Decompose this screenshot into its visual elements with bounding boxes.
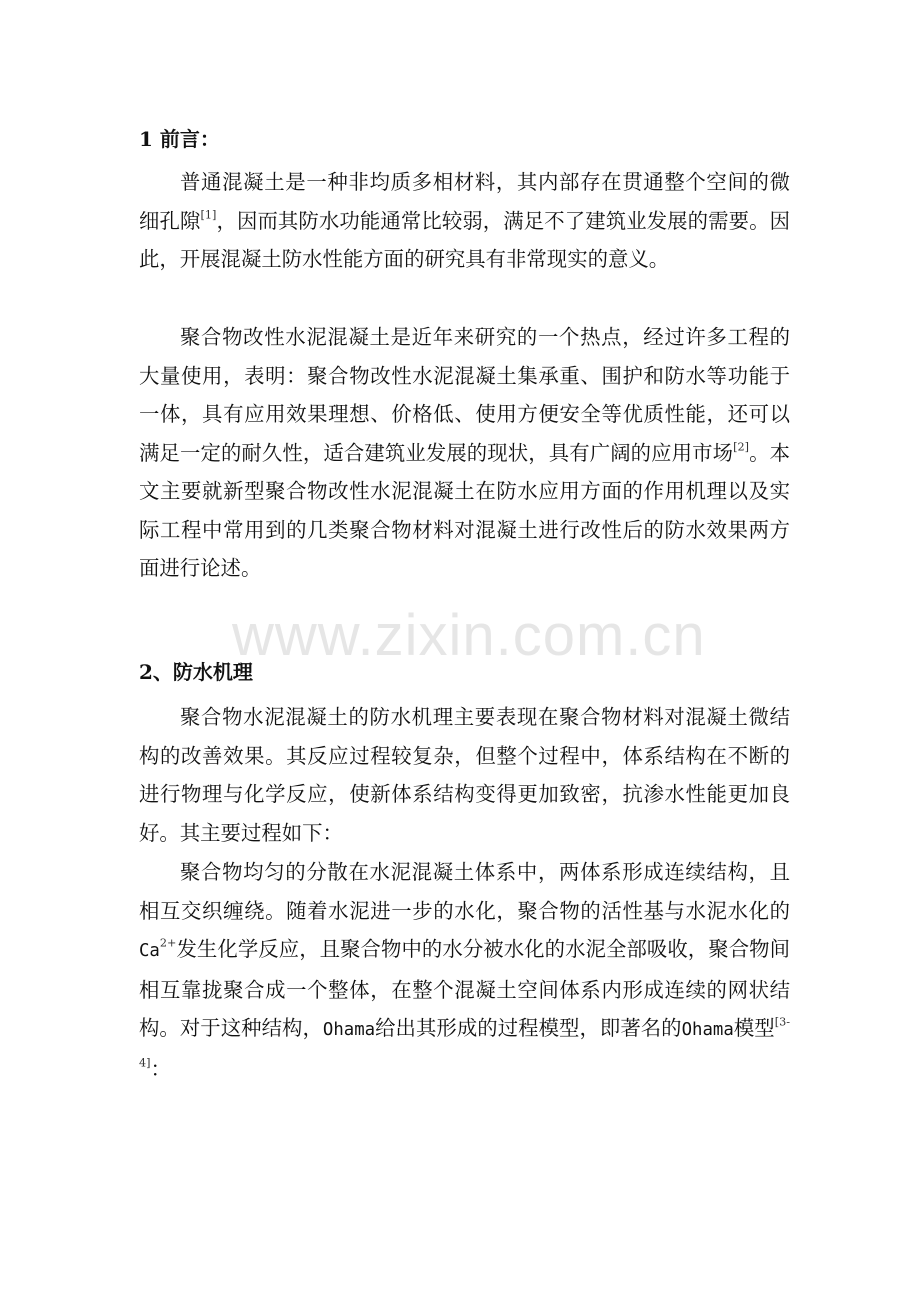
preface-paragraph-1: [139, 163, 790, 279]
mechanism-paragraph-2: [139, 853, 790, 1088]
paragraph-text: 给出其形成的过程模型，即著名的: [375, 1016, 682, 1040]
author-name: Ohama: [322, 1020, 376, 1040]
paragraph-text: ：: [150, 1056, 171, 1081]
citation-ref: [2]: [733, 439, 750, 453]
citation-ref: [3-4]: [139, 1015, 791, 1069]
section-heading-preface: 1 前言：: [139, 127, 220, 151]
paragraph-text: 聚合物改性水泥混凝土是近年来研究的一个热点，经过许多工程的大量使用，表明：聚合物改性水泥混凝土集承重、围护和防水等功能于一体，具有应用效果理想、价格低、使用方便安全等优质性能，还可以满足一定的耐久性，适合建筑业发展的现状，具有广阔的应用市场: [139, 325, 790, 465]
paragraph-text: 发生化学反应，且聚合物中的水分被水化的水泥全部吸收，聚合物间相互靠拢聚合成一个整体，在整个混凝土空间体系内形成连续的网状结构。对于这种结构，: [139, 937, 790, 1040]
author-name: Ohama: [681, 1020, 734, 1040]
ion-charge: 2+: [159, 936, 177, 950]
paragraph-text: 普通混凝土是一种非均质多相材料，其内部存在贯通整个空间的微细孔隙: [139, 170, 790, 233]
citation-ref: [1]: [200, 207, 217, 221]
mechanism-paragraph-1: 聚合物水泥混凝土的防水机理主要表现在聚合物材料对混凝土微结构的改善效果。其反应过程较复杂，但整个过程中，体系结构在不断的进行物理与化学反应，使新体系结构变得更加致密，抗渗水性能更加良好。其主要过程如下：: [139, 705, 790, 845]
watermark: www.zixin.com.cn: [232, 603, 706, 668]
chemical-formula: Ca: [139, 941, 160, 961]
preface-paragraph-2: [139, 318, 790, 588]
paragraph-text: ，因而其防水功能通常比较弱，满足不了建筑业发展的需要。因此，开展混凝土防水性能方面的研究具有非常现实的意义。: [139, 208, 791, 271]
paragraph-text: 模型: [733, 1016, 775, 1040]
section-heading-mechanism: 2、防水机理: [139, 660, 253, 684]
paragraph-text: 聚合物均匀的分散在水泥混凝土体系中，两体系形成连续结构，且相互交织缠绕。随着水泥进一步的水化，聚合物的活性基与水泥水化的: [139, 860, 790, 923]
paragraph-text: 。本文主要就新型聚合物改性水泥混凝土在防水应用方面的作用机理以及实际工程中常用到的几类聚合物材料对混凝土进行改性后的防水效果两方面进行论述。: [139, 440, 791, 580]
